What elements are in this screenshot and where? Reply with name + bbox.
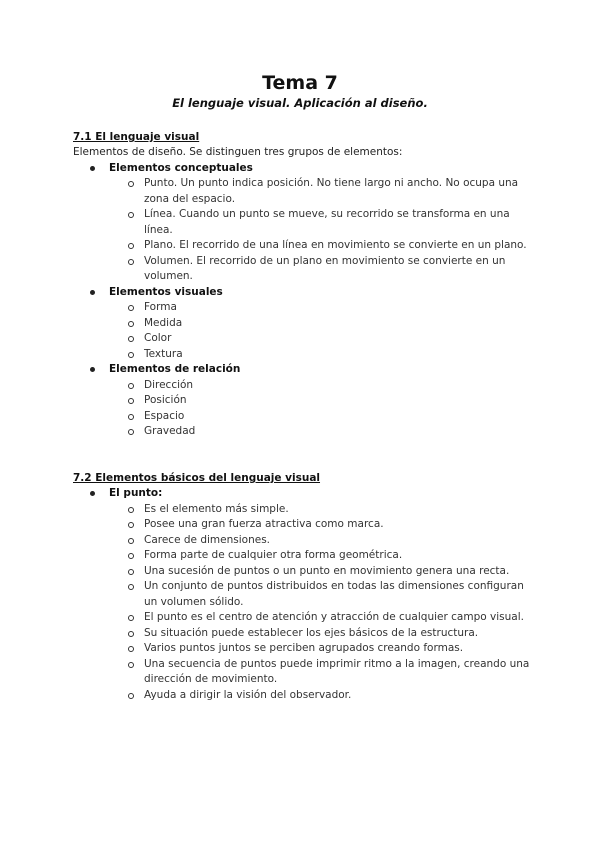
list-item-text: Su situación puede establecer los ejes básicos de la estructura. [144, 626, 479, 639]
circle-bullet-icon [128, 569, 134, 575]
circle-bullet-icon [128, 398, 134, 404]
page-subtitle: El lenguaje visual. Aplicación al diseño. [172, 96, 428, 110]
list-item [73, 316, 533, 332]
group-label: El punto: [109, 487, 163, 499]
list-item-text: Una sucesión de puntos o un punto en movimiento genera una recta. [144, 564, 510, 577]
circle-bullet-icon [128, 646, 134, 652]
circle-bullet-icon [128, 693, 134, 699]
list-item-text: Punto. Un punto indica posición. No tiene largo ni ancho. No ocupa una zona del espacio. [144, 177, 519, 205]
bullet-icon [90, 290, 95, 295]
list-item [73, 300, 533, 316]
list-item [73, 409, 533, 425]
circle-bullet-icon [128, 352, 134, 358]
list-item-text: Línea. Cuando un punto se mueve, su recorrido se transforma en una línea. [144, 208, 510, 236]
list-item-text: Varios puntos juntos se perciben agrupados creando formas. [144, 642, 464, 654]
list-item-text: Dirección [144, 378, 194, 391]
circle-bullet-icon [128, 212, 134, 218]
list-item [73, 610, 533, 626]
list-item [73, 517, 533, 533]
element-group-list [73, 486, 533, 703]
circle-bullet-icon [128, 243, 134, 249]
circle-bullet-icon [128, 522, 134, 528]
list-item [73, 254, 533, 285]
group-label: Elementos de relación [109, 363, 241, 375]
circle-bullet-icon [128, 507, 134, 513]
list-item-text: El punto es el centro de atención y atracción de cualquier campo visual. [144, 611, 524, 623]
list-item [73, 626, 533, 642]
circle-bullet-icon [128, 181, 134, 187]
list-item [73, 331, 533, 347]
section-7-2 [73, 471, 533, 703]
circle-bullet-icon [128, 336, 134, 342]
list-item [73, 533, 533, 549]
list-item [73, 657, 533, 688]
list-item-text: Posee una gran fuerza atractiva como marca. [144, 518, 384, 530]
list-item-text: Volumen. El recorrido de un plano en movimiento se convierte en un volumen. [144, 254, 506, 282]
list-item-text: Plano. El recorrido de una línea en movimiento se convierte en un plano. [144, 239, 527, 251]
circle-bullet-icon [128, 305, 134, 311]
circle-bullet-icon [128, 538, 134, 544]
list-item [73, 579, 533, 610]
bullet-icon [90, 166, 95, 171]
list-item-text: Un conjunto de puntos distribuidos en todas las dimensiones configuran un volumen sólido. [144, 580, 524, 608]
circle-bullet-icon [128, 321, 134, 327]
list-item [73, 393, 533, 409]
circle-bullet-icon [128, 584, 134, 590]
circle-bullet-icon [128, 553, 134, 559]
list-item-text: Espacio [144, 409, 185, 422]
group-visuales [73, 285, 533, 301]
list-item-text: Forma [144, 301, 177, 313]
list-item [73, 238, 533, 254]
list-item-text: Carece de dimensiones. [144, 533, 271, 546]
list-item-text: Color [144, 332, 172, 344]
circle-bullet-icon [128, 615, 134, 621]
group-conceptuales [73, 161, 533, 177]
group-relacion [73, 362, 533, 378]
list-item [73, 641, 533, 657]
section-intro: Elementos de diseño. Se distinguen tres grupos de elementos: [73, 146, 403, 158]
group-label: Elementos conceptuales [109, 161, 253, 174]
element-group-list [73, 161, 533, 440]
list-item [73, 176, 533, 207]
list-item-text: Medida [144, 316, 183, 329]
circle-bullet-icon [128, 383, 134, 389]
list-item [73, 548, 533, 564]
circle-bullet-icon [128, 414, 134, 420]
list-item-text: Ayuda a dirigir la visión del observador. [144, 688, 352, 701]
list-item [73, 347, 533, 363]
circle-bullet-icon [128, 631, 134, 637]
list-item [73, 502, 533, 518]
group-el-punto [73, 486, 533, 502]
circle-bullet-icon [128, 662, 134, 668]
section-heading: 7.1 El lenguaje visual [73, 131, 200, 143]
list-item [73, 207, 533, 238]
page-title: Tema 7 [262, 72, 338, 94]
list-item [73, 688, 533, 704]
list-item-text: Gravedad [144, 425, 196, 437]
section-heading: 7.2 Elementos básicos del lenguaje visual [73, 472, 321, 484]
bullet-icon [90, 367, 95, 372]
circle-bullet-icon [128, 429, 134, 435]
list-item-text: Posición [144, 394, 187, 406]
list-item [73, 564, 533, 580]
list-item [73, 378, 533, 394]
list-item-text: Es el elemento más simple. [144, 502, 289, 515]
list-item-text: Una secuencia de puntos puede imprimir ritmo a la imagen, creando una dirección de movimiento. [144, 657, 530, 685]
bullet-icon [90, 491, 95, 496]
list-item-text: Textura [144, 347, 183, 360]
list-item [73, 424, 533, 440]
list-item-text: Forma parte de cualquier otra forma geométrica. [144, 549, 403, 561]
circle-bullet-icon [128, 259, 134, 265]
section-7-1 [73, 130, 533, 440]
group-label: Elementos visuales [109, 285, 223, 298]
